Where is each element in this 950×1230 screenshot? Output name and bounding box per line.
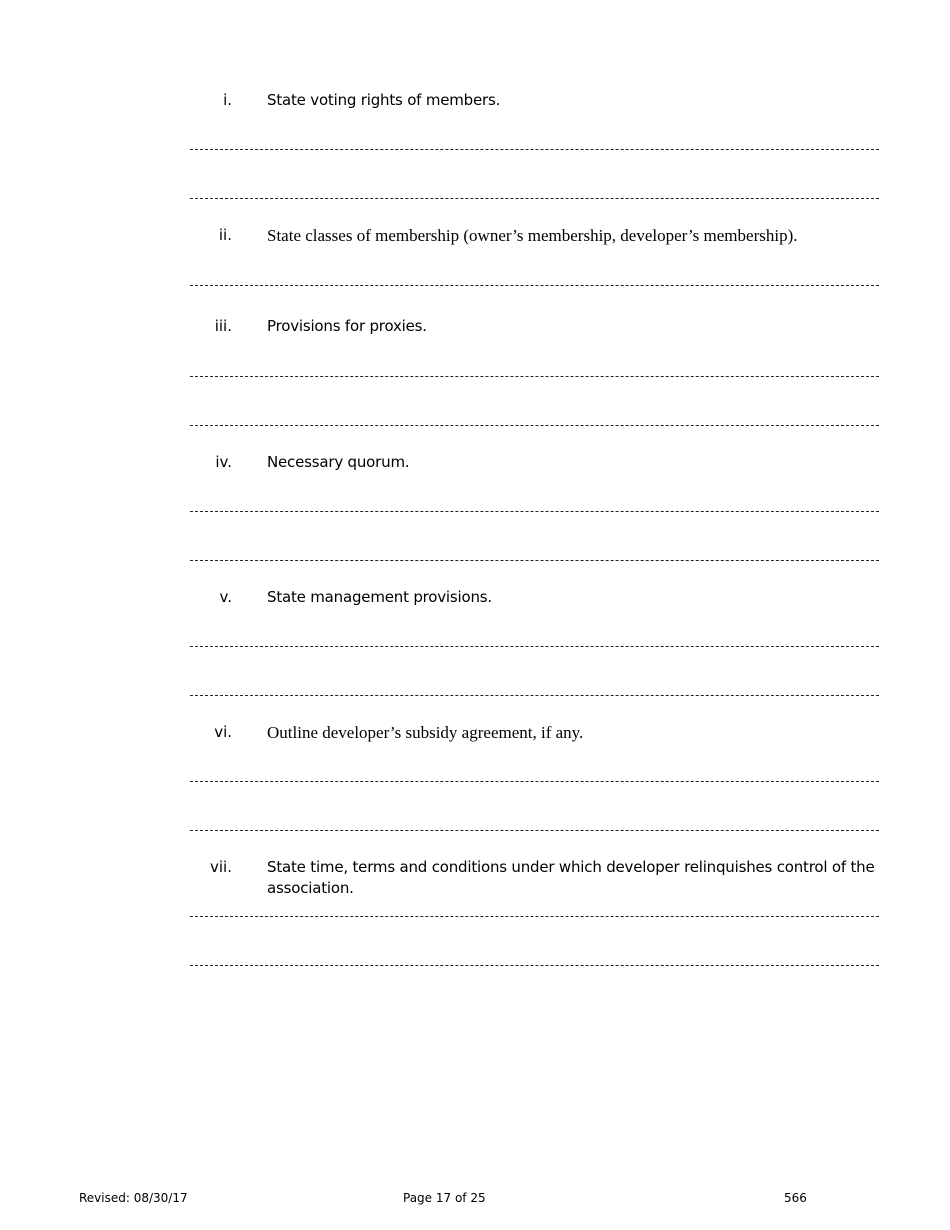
- footer-page-number: Page 17 of 25: [403, 1191, 486, 1205]
- item-prompt: State voting rights of members.: [267, 91, 501, 109]
- item-prompt: State classes of membership (owner’s membership, developer’s membership).: [267, 226, 798, 245]
- footer-document-number: 566: [784, 1191, 807, 1205]
- answer-line[interactable]: [190, 781, 879, 782]
- item-numeral: ii.: [218, 226, 232, 244]
- item-numeral: iii.: [214, 317, 232, 335]
- answer-line[interactable]: [190, 830, 879, 831]
- item-prompt: Necessary quorum.: [267, 453, 410, 471]
- footer-revised-date: Revised: 08/30/17: [79, 1191, 188, 1205]
- item-prompt: State time, terms and conditions under which developer relinquishes control of the association.: [267, 858, 875, 897]
- answer-line[interactable]: [190, 285, 879, 286]
- item-prompt: Outline developer’s subsidy agreement, if any.: [267, 723, 584, 742]
- answer-line[interactable]: [190, 511, 879, 512]
- item-numeral: vi.: [214, 723, 232, 741]
- answer-line[interactable]: [190, 560, 879, 561]
- item-numeral: vii.: [210, 858, 232, 876]
- answer-line[interactable]: [190, 916, 879, 917]
- answer-line[interactable]: [190, 695, 879, 696]
- item-numeral: iv.: [215, 453, 232, 471]
- item-numeral: v.: [219, 588, 232, 606]
- answer-line[interactable]: [190, 376, 879, 377]
- answer-line[interactable]: [190, 425, 879, 426]
- answer-line[interactable]: [190, 646, 879, 647]
- answer-line[interactable]: [190, 965, 879, 966]
- item-prompt: State management provisions.: [267, 588, 492, 606]
- answer-line[interactable]: [190, 149, 879, 150]
- item-prompt: Provisions for proxies.: [267, 317, 427, 335]
- item-numeral: i.: [223, 91, 232, 109]
- answer-line[interactable]: [190, 198, 879, 199]
